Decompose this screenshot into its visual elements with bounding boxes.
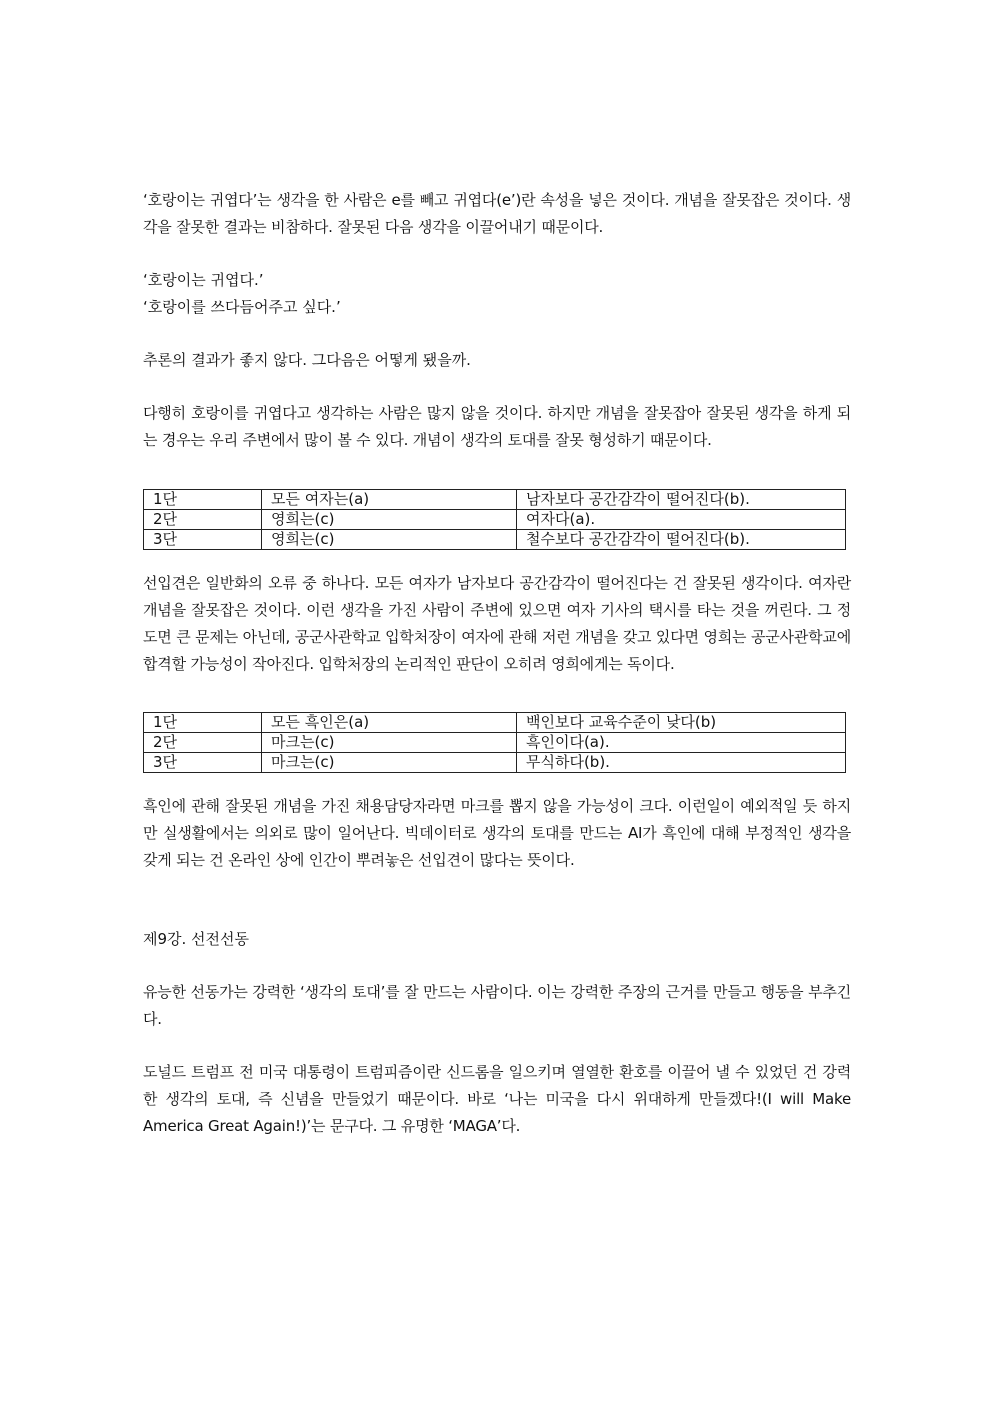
table-cell: 남자보다 공간감각이 떨어진다(b).	[517, 490, 846, 510]
syllogism-table-women	[143, 489, 846, 550]
table-cell: 영희는(c)	[262, 530, 517, 550]
table-cell: 마크는(c)	[262, 753, 517, 773]
paragraph-prejudice: 선입견은 일반화의 오류 중 하나다. 모든 여자가 남자보다 공간감각이 떨어진다는 건 잘못된 생각이다. 여자란 개념을 잘못잡은 것이다. 이런 생각을 가진 사람이 주변에 있으면 여자 기사의 택시를 타는 것을 꺼린다. 그 정도면 큰 문제는 아닌데, 공군사관학교 입학처장이 여자에 관해 저런 개념을 갖고 있다면 영희는 공군사관학교에 합격할 가능성이 작아진다. 입학처장의 논리적인 판단이 오히려 영희에게는 독이다.	[143, 574, 851, 673]
table-cell: 모든 흑인은(a)	[262, 713, 517, 733]
table-row	[144, 733, 846, 753]
paragraph-inference-result: 추론의 결과가 좋지 않다. 그다음은 어떻게 됐을까.	[143, 351, 471, 369]
table-row	[144, 713, 846, 733]
table-row	[144, 490, 846, 510]
paragraph-trump-maga: 도널드 트럼프 전 미국 대통령이 트럼피즘이란 신드롬을 일으키며 열열한 환호를 이끌어 낼 수 있었던 건 강력한 생각의 토대, 즉 신념을 만들었기 때문이다. 바로 ‘나는 미국을 다시 위대하게 만들겠다!(I will Make America Great Again!)’는 문구다. 그 유명한 ‘MAGA’다.	[143, 1063, 851, 1135]
table-cell: 영희는(c)	[262, 510, 517, 530]
table-row	[144, 510, 846, 530]
table-cell: 3단	[144, 530, 262, 550]
table-cell: 1단	[144, 713, 262, 733]
paragraph-ai-bias: 흑인에 관해 잘못된 개념을 가진 채용담당자라면 마크를 뽑지 않을 가능성이 크다. 이런일이 예외적일 듯 하지만 실생활에서는 의외로 많이 일어난다. 빅데이터로 생각의 토대를 만드는 AI가 흑인에 대해 부정적인 생각을 갖게 되는 건 온라인 상에 인간이 뿌려놓은 선입견이 많다는 뜻이다.	[143, 797, 851, 869]
table-cell: 3단	[144, 753, 262, 773]
table-cell: 무식하다(b).	[517, 753, 846, 773]
table-row	[144, 530, 846, 550]
syllogism-table-black	[143, 712, 846, 773]
table-row	[144, 753, 846, 773]
quote-tiger-pet: ‘호랑이를 쓰다듬어주고 싶다.’	[143, 298, 341, 316]
quote-tiger-cute: ‘호랑이는 귀엽다.’	[143, 271, 264, 289]
paragraph-tiger-concept: ‘호랑이는 귀엽다’는 생각을 한 사람은 e를 빼고 귀엽다(e’)란 속성을 넣은 것이다. 개념을 잘못잡은 것이다. 생각을 잘못한 결과는 비참하다. 잘못된 다음 생각을 이끌어내기 때문이다.	[143, 191, 851, 236]
table-cell: 1단	[144, 490, 262, 510]
table-cell: 흑인이다(a).	[517, 733, 846, 753]
table-cell: 여자다(a).	[517, 510, 846, 530]
table-cell: 철수보다 공간감각이 떨어진다(b).	[517, 530, 846, 550]
paragraph-agitator: 유능한 선동가는 강력한 ‘생각의 토대’를 잘 만드는 사람이다. 이는 강력한 주장의 근거를 만들고 행동을 부추긴다.	[143, 983, 851, 1028]
paragraph-wrong-concept: 다행히 호랑이를 귀엽다고 생각하는 사람은 많지 않을 것이다. 하지만 개념을 잘못잡아 잘못된 생각을 하게 되는 경우는 우리 주변에서 많이 볼 수 있다. 개념이 생각의 토대를 잘못 형성하기 때문이다.	[143, 404, 851, 449]
table-cell: 2단	[144, 733, 262, 753]
table-cell: 백인보다 교육수준이 낮다(b)	[517, 713, 846, 733]
table-cell: 마크는(c)	[262, 733, 517, 753]
document-body	[143, 187, 851, 1140]
section-heading: 제9강. 선전선동	[143, 930, 250, 948]
table-cell: 모든 여자는(a)	[262, 490, 517, 510]
table-cell: 2단	[144, 510, 262, 530]
